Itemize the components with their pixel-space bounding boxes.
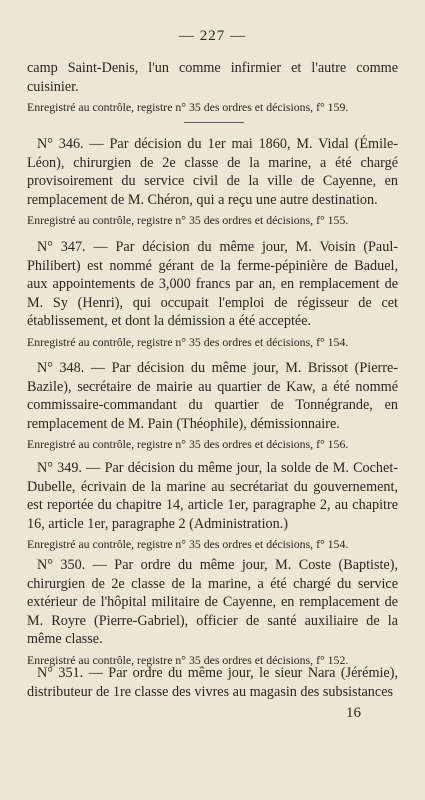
entry-text: N° 348. — Par décision du même jour, M. Brissot (Pierre-Bazile), secrétaire de mairie au quartier de Kaw, a été nommé commissaire-commandant du quartier de Tonnégrande, en remplacement de M. Pain (Théophile), démissionnaire. [27, 360, 398, 432]
entry-text: N° 351. — Par ordre du même jour, le sieur Nara (Jérémie), distributeur de 1re classe des vivres au magasin des subsistances [27, 665, 398, 700]
entry-text: N° 347. — Par décision du même jour, M. Voisin (Paul-Philibert) est nommé gérant de la ferme-pépinière de Baduel, aux appointements de 3,000 francs par an, en remplacement de M. Sy (Henri), qui occupait l'emploi de régisseur de cet établissement, et dont la démission a été acceptée. [27, 239, 398, 329]
entry-350 [27, 556, 398, 668]
entry-347 [27, 238, 398, 350]
section-divider [184, 122, 244, 123]
entry-registration: Enregistré au contrôle, registre n° 35 des ordres et décisions, f° 155. [27, 213, 349, 227]
intro-section [27, 59, 398, 115]
signature-mark: 16 [346, 705, 361, 721]
entry-346 [27, 135, 398, 228]
intro-registration: Enregistré au contrôle, registre n° 35 des ordres et décisions, f° 159. [27, 100, 349, 114]
entry-text: N° 346. — Par décision du 1er mai 1860, M. Vidal (Émile-Léon), chirurgien de 2e classe de la marine, a été chargé provisoirement du service civil de la ville de Cayenne, en remplacement de M. Chéron, qui a reçu une autre destination. [27, 136, 398, 208]
intro-text: camp Saint-Denis, l'un comme infirmier et l'autre comme cuisinier. [27, 60, 398, 95]
page-number: — 227 — [179, 28, 246, 44]
entry-text: N° 349. — Par décision du même jour, la solde de M. Cochet-Dubelle, écrivain de la marine au secrétariat du gouvernement, est reportée du chapitre 14, article 1er, paragraphe 2, au chapitre 16, article 1er, paragraphe 2 (Administration.) [27, 460, 398, 532]
entry-registration: Enregistré au contrôle, registre n° 35 des ordres et décisions, f° 154. [27, 334, 349, 349]
entry-351 [27, 664, 398, 701]
entry-registration: Enregistré au contrôle, registre n° 35 des ordres et décisions, f° 152. [27, 652, 349, 667]
entry-text: N° 350. — Par ordre du même jour, M. Coste (Baptiste), chirurgien de 2e classe de la marine, a été chargé du service extérieur de l'hôpital militaire de Cayenne, en remplacement de M. Royre (Pierre-Gabriel), officier de santé auxiliaire de la même classe. [27, 557, 398, 647]
entry-348 [27, 359, 398, 452]
entry-registration: Enregistré au contrôle, registre n° 35 des ordres et décisions, f° 156. [27, 437, 349, 451]
entry-registration: Enregistré au contrôle, registre n° 35 des ordres et décisions, f° 154. [27, 537, 349, 551]
entry-349 [27, 459, 398, 552]
